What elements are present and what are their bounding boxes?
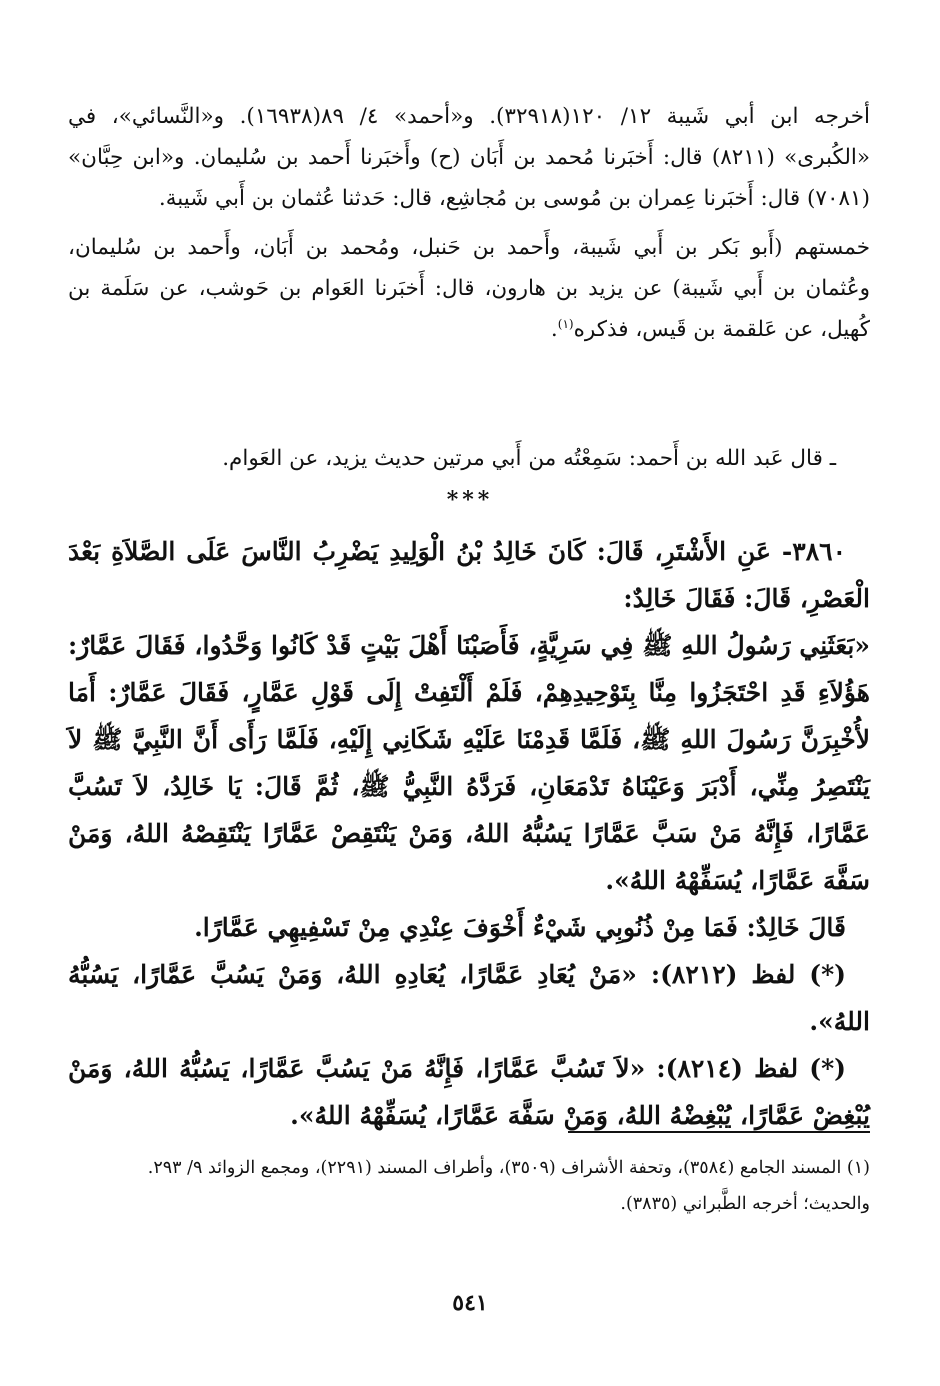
source-paragraph — [68, 227, 870, 350]
variant-wording-8214: (*) لفظ (٨٢١٤): «لاَ تَسُبَّ عَمَّارًا، فَإِنَّهُ مَنْ يَسُبَّ عَمَّارًا، يَسُبُّهُ اللهُ، وَمَنْ يُبْغِضْ عَمَّارًا، يُبْغِضْهُ اللهُ، وَمَنْ سَفَّهَ عَمَّارًا، يُسَفِّهْهُ اللهُ». — [68, 1054, 870, 1130]
footnote-divider — [568, 1131, 870, 1133]
narrator-note — [68, 438, 870, 479]
page-number: ٥٤١ — [452, 1290, 488, 1316]
footnote-item: (١) المسند الجامع (٣٥٨٤)، وتحفة الأشراف (٣٥٠٩)، وأطراف المسند (٢٢٩١)، ومجمع الزوائد ٩/ ٢٩٣. — [147, 1158, 870, 1178]
footnote-item: والحديث؛ أخرجه الطَّبراني (٣٨٣٥). — [620, 1194, 870, 1214]
footnotes-section — [68, 1150, 870, 1222]
hadith-intro: ٣٨٦٠- عَنِ الأَشْتَرِ، قَالَ: كَانَ خَالِدُ بْنُ الْوَلِيدِ يَضْرِبُ النَّاسَ عَلَى الصَّلاَةِ بَعْدَ الْعَصْرِ، قَالَ: فَقَالَ خَالِدٌ: — [68, 537, 870, 613]
source-paragraph-period: . — [550, 317, 558, 342]
source-paragraph: أخرجه ابن أبي شَيبة ١٢/ ١٢٠(٣٢٩١٨). و«أحمد» ٤/ ٨٩(١٦٩٣٨). و«النَّسائي»، في «الكُبرى» (٨٢١١) قال: أَخبَرنا مُحمد بن أَبَان (ح) وأَخبَرنا أَحمد بن سُليمان. و«ابن حِبَّان» (٧٠٨١) قال: أَخبَرنا عِمران بن مُوسى بن مُجاشِع، قال: حَدثنا عُثمان بن أَبي شَيبة. — [68, 104, 871, 211]
hadith-block — [68, 528, 870, 1139]
source-citation-block — [68, 96, 870, 358]
source-paragraph-text: خمستهم (أَبو بَكر بن أَبي شَيبة، وأَحمد بن حَنبل، ومُحمد بن أَبَان، وأَحمد بن سُليمان، وعُثمان بن أَبي شَيبة) عن يزيد بن هارون، قال: أَخبَرنا العَوام بن حَوشب، عن سَلَمة بن كُهيل، عن عَلقمة بن قَيس، فذكره — [68, 235, 870, 342]
hadith-body: «بَعَثَنِي رَسُولُ اللهِ ﷺ فِي سَرِيَّةٍ، فَأَصَبْنَا أَهْلَ بَيْتٍ قَدْ كَانُوا وَحَّدُوا، فَقَالَ عَمَّارٌ: هَؤُلاَءِ قَدِ احْتَجَزُوا مِنَّا بِتَوْحِيدِهِمْ، فَلَمْ أَلْتَفِتْ إِلَى قَوْلِ عَمَّارٍ، فَقَالَ عَمَّارٌ: أَمَا لأُخْبِرَنَّ رَسُولَ اللهِ ﷺ، فَلَمَّا قَدِمْنَا عَلَيْهِ شَكَانِي إِلَيْهِ، فَلَمَّا رَأَى أَنَّ النَّبِيَّ ﷺ لاَ يَنْتَصِرُ مِنِّي، أَدْبَرَ وَعَيْنَاهُ تَدْمَعَانِ، فَرَدَّهُ النَّبِيُّ ﷺ، ثُمَّ قَالَ: يَا خَالِدُ، لاَ تَسُبَّ عَمَّارًا، فَإِنَّهُ مَنْ سَبَّ عَمَّارًا يَسُبُّهُ اللهُ، وَمَنْ يَنْتَقِصْ عَمَّارًا يَنْتَقِصْهُ اللهُ، وَمَنْ سَفَّهَ عَمَّارًا، يُسَفِّهْهُ اللهُ». — [68, 631, 870, 895]
variant-wording-8212: (*) لفظ (٨٢١٢): «مَنْ يُعَادِ عَمَّارًا، يُعَادِهِ اللهُ، وَمَنْ يَسُبَّ عَمَّارًا، يَسُبُّهُ اللهُ». — [68, 960, 870, 1036]
khalid-statement: قَالَ خَالِدٌ: فَمَا مِنْ ذُنُوبِي شَيْءٌ أَخْوَفَ عِنْدِي مِنْ تَسْفِيهِي عَمَّارًا. — [194, 913, 846, 942]
section-separator: *** — [446, 487, 494, 513]
narrator-note-text: ـ قال عَبد الله بن أَحمد: سَمِعْتُه من أَبي مرتين حديث يزيد، عن العَوام. — [222, 446, 836, 471]
footnote-reference[interactable]: (١) — [557, 316, 574, 331]
